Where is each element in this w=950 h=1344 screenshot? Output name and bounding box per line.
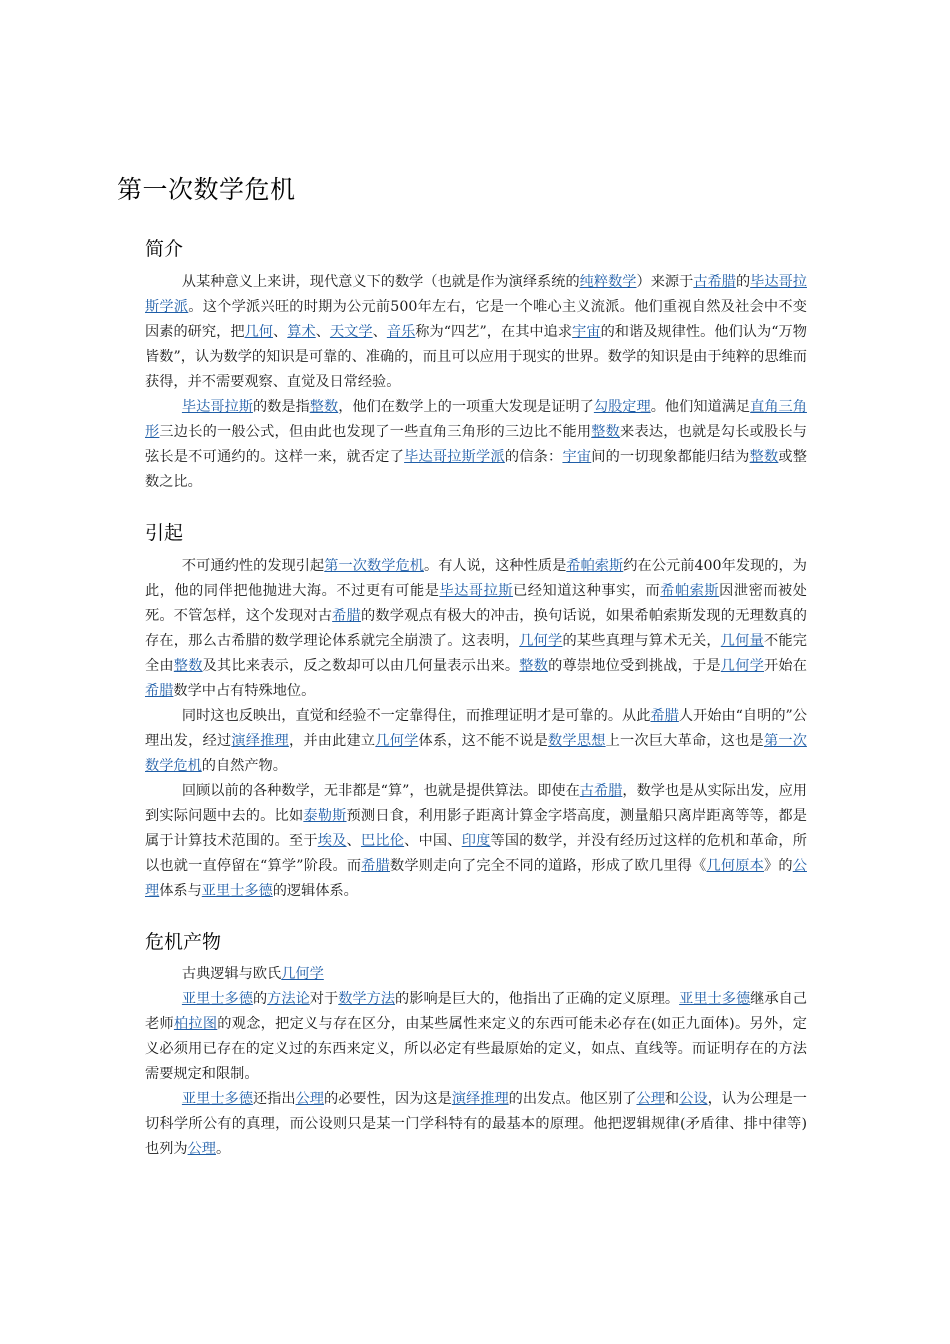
paragraph-text: 的 [252, 991, 268, 1007]
hyperlink[interactable]: 整数 [749, 449, 779, 465]
hyperlink[interactable]: 印度 [461, 833, 491, 849]
paragraph-text: 三边长的一般公式，但由此也发现了一些直角三角形的三边比不能用 [159, 424, 592, 440]
hyperlink[interactable]: 方法论 [267, 991, 310, 1007]
section-cause [145, 554, 807, 904]
paragraph-text: 数学中占有特殊地位。 [173, 683, 316, 699]
paragraph-text: 或整数之比。 [145, 449, 807, 490]
hyperlink[interactable]: 第一次数学危机 [145, 733, 807, 774]
paragraph-text: 、中国、 [404, 833, 462, 849]
paragraph [145, 395, 807, 495]
paragraph-text: 间的一切现象都能归结为 [591, 449, 750, 465]
paragraph-text: 的和谐及规律性。他们认为“万物皆数”，认为数学的知识是可靠的、准确的，而且可以应用于现实的世界。数学的知识是由于纯粹的思维而获得，并不需要观察、直觉及日常经验。 [145, 324, 807, 390]
hyperlink[interactable]: 公理 [636, 1091, 665, 1107]
hyperlink[interactable]: 整数 [309, 399, 339, 415]
hyperlink[interactable]: 希腊 [361, 858, 391, 874]
hyperlink[interactable]: 天文学 [329, 324, 373, 340]
paragraph-text: 因泄密而被处死。不管怎样，这个发现对古 [145, 583, 807, 624]
hyperlink[interactable]: 宇宙 [562, 449, 592, 465]
paragraph-text: 的必要性，因为这是 [323, 1091, 452, 1107]
paragraph-text: 同时这也反映出，直觉和经验不一定靠得住，而推理证明才是可靠的。从此 [181, 708, 651, 724]
hyperlink[interactable]: 毕达哥拉斯 [181, 399, 253, 415]
hyperlink[interactable]: 纯粹数学 [579, 274, 637, 290]
hyperlink[interactable]: 演绎推理 [451, 1091, 509, 1107]
hyperlink[interactable]: 公理 [187, 1141, 216, 1157]
paragraph-text: 、 [372, 324, 387, 340]
paragraph-text: ）来源于 [636, 274, 694, 290]
hyperlink[interactable]: 演绎推理 [231, 733, 289, 749]
paragraph-text: ，数学也是从实际出发，应用到实际问题中去的。比如 [145, 783, 807, 824]
paragraph-text: 、 [346, 833, 361, 849]
paragraph-text: 的尊崇地位受到挑战，于是 [548, 658, 721, 674]
paragraph-text: 预测日食，利用影子距离计算金字塔高度，测量船只离岸距离等等，都是属于计算技术范围的。至于 [145, 808, 807, 849]
paragraph-text: 的影响是巨大的，他指出了正确的定义原理。 [395, 991, 680, 1007]
paragraph-text: 的观念，把定义与存在区分，由某些属性来定义的东西可能未必存在(如正九面体)。另外，定义必须用已存在的定义过的东西来定义，所以必定有些最原始的定义，如点、直线等。而证明存在的方法需要规定和限制。 [145, 1016, 807, 1082]
paragraph [145, 1087, 807, 1162]
paragraph-text: 还指出 [252, 1091, 296, 1107]
paragraph-text: 继承自己老师 [145, 991, 807, 1032]
hyperlink[interactable]: 公理 [145, 858, 807, 899]
paragraph-text: 数学则走向了完全不同的道路，形成了欧几里得《 [390, 858, 707, 874]
hyperlink[interactable]: 希腊 [650, 708, 679, 724]
hyperlink[interactable]: 古希腊 [579, 783, 623, 799]
paragraph-text: 。有人说，这种性质是 [423, 558, 567, 574]
hyperlink[interactable]: 直角三角形 [145, 399, 807, 440]
hyperlink[interactable]: 几何学 [281, 966, 324, 982]
hyperlink[interactable]: 几何原本 [706, 858, 764, 874]
hyperlink[interactable]: 亚里士多德 [181, 1091, 253, 1107]
paragraph-text: 。他们知道满足 [650, 399, 751, 415]
paragraph-text: 开始在 [763, 658, 807, 674]
hyperlink[interactable]: 希腊 [332, 608, 361, 624]
paragraph-text: 的 [735, 274, 751, 290]
hyperlink[interactable]: 巴比伦 [360, 833, 405, 849]
hyperlink[interactable]: 音乐 [386, 324, 416, 340]
hyperlink[interactable]: 几何量 [720, 633, 764, 649]
paragraph [145, 704, 807, 779]
paragraph-text: 约在公元前400年发现的，为此，他的同伴把他抛进大海。不过更有可能是 [145, 558, 807, 599]
paragraph [145, 779, 807, 904]
paragraph-text: 的数是指 [252, 399, 310, 415]
hyperlink[interactable]: 亚里士多德 [679, 991, 751, 1007]
paragraph-text: 等国的数学，并没有经历过这样的危机和革命，所以也就一直停留在“算学”阶段。而 [145, 833, 807, 874]
paragraph-text: 》的 [763, 858, 793, 874]
hyperlink[interactable]: 亚里士多德 [201, 883, 273, 899]
paragraph-text: 的自然产物。 [201, 758, 287, 774]
heading-intro: 简介 [145, 238, 184, 260]
paragraph-text: 的逻辑体系。 [272, 883, 358, 899]
hyperlink[interactable]: 希腊 [145, 683, 174, 699]
paragraph-text: 古典逻辑与欧氏 [181, 966, 282, 982]
hyperlink[interactable]: 毕达哥拉斯 [439, 583, 514, 599]
hyperlink[interactable]: 泰勒斯 [303, 808, 347, 824]
paragraph-text: 人开始由“自明的”公理出发，经过 [145, 708, 807, 749]
hyperlink[interactable]: 整数 [519, 658, 549, 674]
hyperlink[interactable]: 毕达哥拉斯学派 [404, 449, 505, 465]
paragraph-text: 不可通约性的发现引起 [181, 558, 325, 574]
hyperlink[interactable]: 勾股定理 [593, 399, 651, 415]
paragraph-text: 已经知道这种事实，而 [513, 583, 661, 599]
hyperlink[interactable]: 算术 [287, 324, 316, 340]
hyperlink[interactable]: 数学思想 [548, 733, 606, 749]
hyperlink[interactable]: 几何学 [375, 733, 419, 749]
hyperlink[interactable]: 毕达哥拉斯学派 [145, 274, 807, 315]
hyperlink[interactable]: 几何学 [720, 658, 764, 674]
section-intro [145, 270, 807, 495]
hyperlink[interactable]: 第一次数学危机 [324, 558, 424, 574]
paragraph-text: 和 [664, 1091, 680, 1107]
paragraph-text: 不能完全由 [145, 633, 807, 674]
paragraph-text: ，认为公理是一切科学所公有的真理，而公设则只是某一门学科特有的最基本的原理。他把逻辑规律(矛盾律、排中律等)也列为 [145, 1091, 807, 1157]
hyperlink[interactable]: 数学方法 [338, 991, 396, 1007]
paragraph-text: 体系与 [159, 883, 202, 899]
paragraph-text: 上一次巨大革命，这也是 [605, 733, 764, 749]
hyperlink[interactable]: 柏拉图 [173, 1016, 218, 1032]
paragraph-text: 的信条： [504, 449, 563, 465]
paragraph-text: 对于 [309, 991, 339, 1007]
heading-product: 危机产物 [145, 931, 222, 953]
paragraph-text: 的数学观点有极大的冲击，换句话说，如果希帕索斯发现的无理数真的存在，那么古希腊的数学理论体系就完全崩溃了。这表明， [145, 608, 807, 649]
paragraph [145, 962, 807, 987]
paragraph-text: 的出发点。他区别了 [508, 1091, 637, 1107]
paragraph [145, 554, 807, 704]
hyperlink[interactable]: 整数 [173, 658, 203, 674]
paragraph-text: ，他们在数学上的一项重大发现是证明了 [338, 399, 594, 415]
paragraph-text: 称为“四艺”，在其中追求 [415, 324, 573, 340]
paragraph-text: 、 [273, 324, 288, 340]
hyperlink[interactable]: 希帕索斯 [660, 583, 720, 599]
hyperlink[interactable]: 希帕索斯 [566, 558, 624, 574]
hyperlink[interactable]: 几何 [244, 324, 274, 340]
paragraph-text: 的某些真理与算术无关， [562, 633, 721, 649]
paragraph-text: 、 [315, 324, 330, 340]
paragraph-text: 。 [215, 1141, 231, 1157]
page-title: 第一次数学危机 [117, 175, 296, 204]
hyperlink[interactable]: 埃及 [317, 833, 347, 849]
hyperlink[interactable]: 亚里士多德 [181, 991, 253, 1007]
hyperlink[interactable]: 公理 [295, 1091, 324, 1107]
paragraph-text: 体系，这不能不说是 [418, 733, 549, 749]
paragraph [145, 270, 807, 395]
hyperlink[interactable]: 整数 [591, 424, 621, 440]
hyperlink[interactable]: 宇宙 [572, 324, 601, 340]
paragraph-text: 来表达，也就是勾长或股长与弦长是不可通约的。这样一来，就否定了 [145, 424, 807, 465]
hyperlink[interactable]: 几何学 [519, 633, 563, 649]
paragraph-text: ，并由此建立 [288, 733, 376, 749]
heading-cause: 引起 [145, 522, 184, 544]
paragraph-text: 从某种意义上来讲，现代意义下的数学（也就是作为演绎系统的 [181, 274, 580, 290]
paragraph-text: 回顾以前的各种数学，无非都是“算”，也就是提供算法。即使在 [181, 783, 580, 799]
hyperlink[interactable]: 古希腊 [693, 274, 736, 290]
paragraph-text: 及其比来表示，反之数却可以由几何量表示出来。 [202, 658, 520, 674]
paragraph [145, 987, 807, 1087]
section-product [145, 962, 807, 1162]
hyperlink[interactable]: 公设 [679, 1091, 708, 1107]
paragraph-text: 。这个学派兴旺的时期为公元前500年左右，它是一个唯心主义流派。他们重视自然及社会中不变因素的研究，把 [145, 299, 807, 340]
